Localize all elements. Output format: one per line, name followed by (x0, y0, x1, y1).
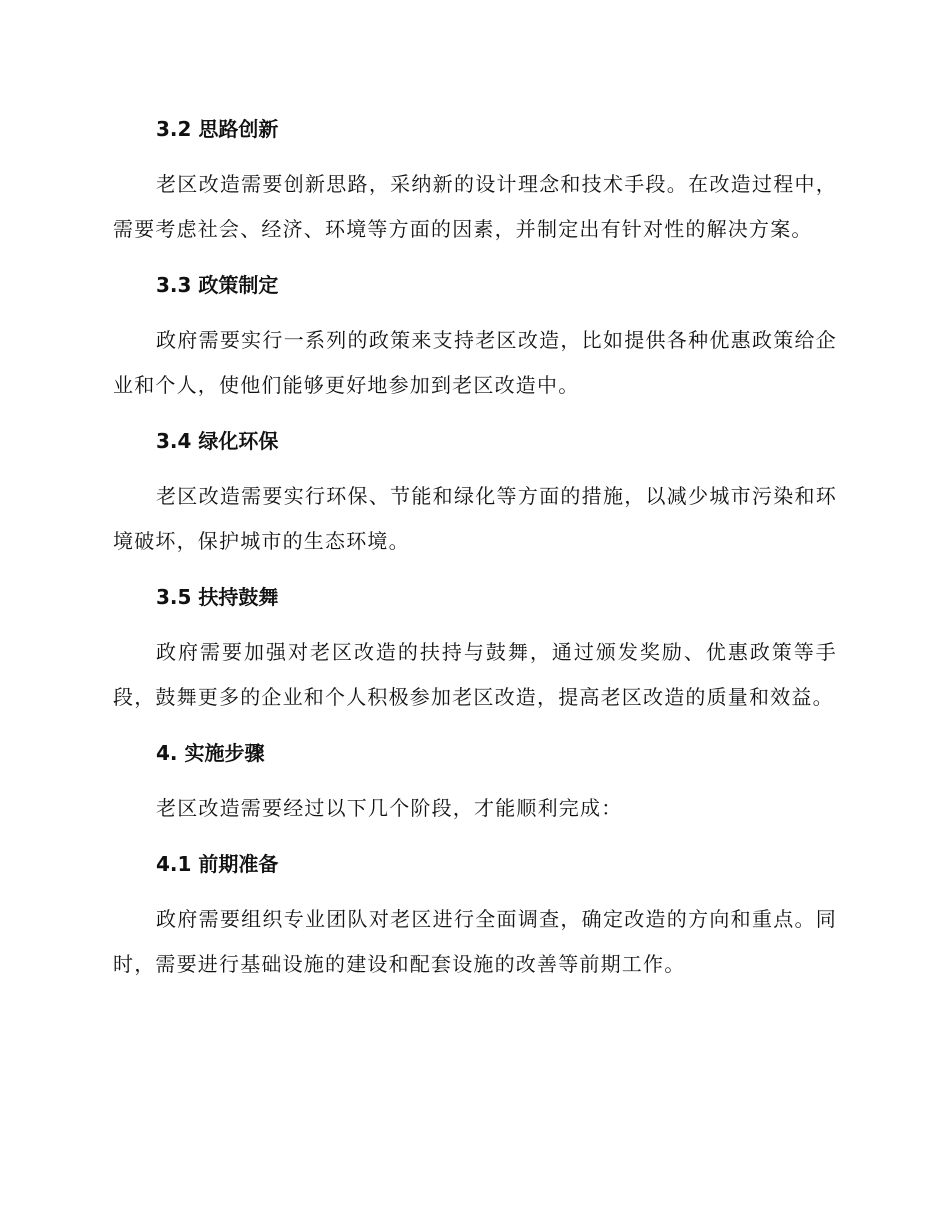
section-paragraph: 老区改造需要实行环保、节能和绿化等方面的措施，以减少城市污染和环境破坏，保护城市的生态环境。 (113, 484, 837, 553)
section-paragraph: 政府需要组织专业团队对老区进行全面调查，确定改造的方向和重点。同时，需要进行基础设施的建设和配套设施的改善等前期工作。 (113, 907, 837, 976)
section-heading: 3.5 扶持鼓舞 (156, 585, 279, 609)
section-heading: 4.1 前期准备 (156, 852, 279, 876)
section-paragraph: 老区改造需要经过以下几个阶段，才能顺利完成： (156, 796, 623, 820)
document-body (113, 112, 837, 987)
section-heading: 3.4 绿化环保 (156, 429, 279, 453)
section-paragraph: 政府需要加强对老区改造的扶持与鼓舞，通过颁发奖励、优惠政策等手段，鼓舞更多的企业和个人积极参加老区改造，提高老区改造的质量和效益。 (113, 640, 837, 709)
section-heading: 3.2 思路创新 (156, 117, 279, 141)
section-heading: 4. 实施步骤 (156, 741, 265, 765)
section-heading: 3.3 政策制定 (156, 273, 279, 297)
section-paragraph: 老区改造需要创新思路，采纳新的设计理念和技术手段。在改造过程中，需要考虑社会、经济、环境等方面的因素，并制定出有针对性的解决方案。 (113, 172, 837, 241)
section-paragraph: 政府需要实行一系列的政策来支持老区改造，比如提供各种优惠政策给企业和个人，使他们能够更好地参加到老区改造中。 (113, 328, 837, 397)
